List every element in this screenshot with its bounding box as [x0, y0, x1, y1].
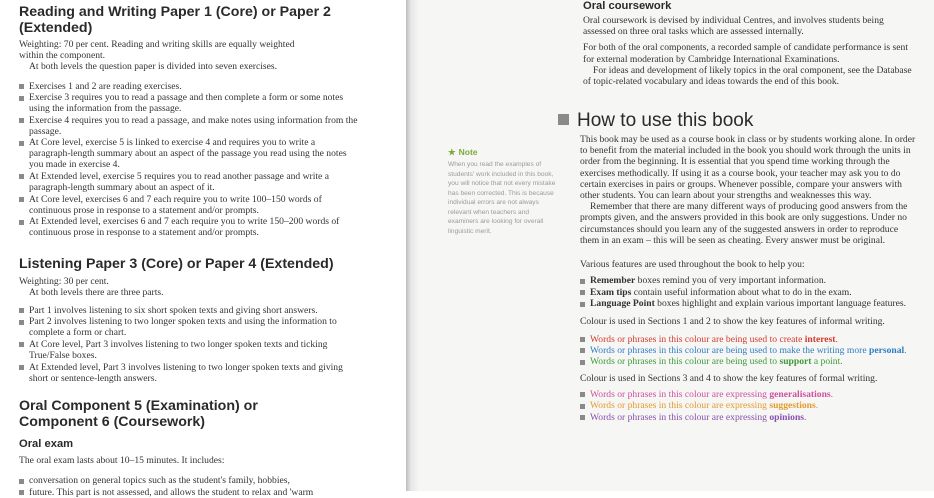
list-item: Words or phrases in this colour are expressing suggestions. — [580, 400, 918, 411]
reading-writing-section — [19, 5, 389, 239]
right-page — [418, 0, 934, 491]
paragraph: For ideas and development of likely topics in the oral component, see the Database of topic-related vocabulary and ideas towards the end of this book. — [583, 64, 912, 88]
book-gutter — [406, 0, 418, 491]
paragraph: Various features are used throughout the book to help you: — [580, 259, 805, 271]
list-item: Exercise 3 requires you to read a passage and then complete a form or some notes using the information from the passage. — [19, 92, 359, 114]
list-item: At Core level, Part 3 involves listening to two longer spoken texts and ticking True/False boxes. — [19, 339, 359, 361]
paragraph: Oral coursework is devised by individual Centres, and involves students being assessed on three oral tasks which are assessed internally. — [583, 15, 884, 38]
note-title: Note — [458, 147, 478, 157]
paragraph: Remember that there are many different ways of producing good answers from the prompts given, and the answers provided in this book are only suggestions. Under no circumstances should you learn any of the suggested answers in order to reproduce them in an exam – this will be seen as cheating. Every answer must be original. — [580, 201, 908, 246]
how-to-heading — [558, 110, 928, 132]
paragraph: Colour is used in Sections 1 and 2 to show the key features of informal writing. — [580, 316, 885, 328]
oral-exam-text: The oral exam lasts about 10–15 minutes. It includes: — [19, 455, 225, 466]
list-item: Remember boxes remind you of very important information. — [580, 275, 918, 286]
square-bullet-icon — [558, 114, 569, 125]
section-heading-reading-writing: Reading and Writing Paper 1 (Core) or Paper 2 — [19, 4, 331, 20]
section-heading-oral-cont: Component 6 (Coursework) — [19, 413, 206, 430]
page-heading-how-to: How to use this book — [577, 110, 754, 131]
paragraph: For both of the oral components, a recorded sample of candidate performance is sent for external moderation by Cambridge International Examinations. — [583, 42, 909, 65]
features-list — [580, 275, 918, 309]
list-item: Part 1 involves listening to six short spoken texts and giving short answers. — [19, 305, 359, 316]
paragraph: Colour is used in Sections 3 and 4 to show the key features of formal writing. — [580, 372, 878, 384]
list-item: At Extended level, Part 3 involves listening to two longer spoken texts and giving short or sentence-length answers. — [19, 362, 359, 384]
levels-text: At both levels there are three parts. — [29, 286, 164, 298]
weighting-text: Weighting: 70 per cent. Reading and writing skills are equally weighted — [19, 39, 295, 50]
list-item: At Extended level, exercise 5 requires you to read another passage and write a paragraph-length summary about an aspect of it. — [19, 171, 359, 193]
levels-text: At both levels the question paper is divided into seven exercises. — [29, 61, 278, 73]
list-item: Words or phrases in this colour are being used to make the writing more personal. — [580, 345, 918, 356]
formal-colour-list — [580, 389, 918, 423]
oral-section — [19, 399, 389, 498]
list-item: Exercise 4 requires you to read a passage, and make notes using information from the passage. — [19, 115, 359, 137]
reading-writing-list — [19, 81, 359, 239]
list-item: future. This part is not assessed, and allows the student to relax and 'warm — [19, 487, 359, 498]
note-body: When you read the examples of students' work included in this book, you will notice that not every mistake has been corrected. This is because individual errors are not always relevant when teachers and examiners are looking for overall linguistic merit. — [448, 161, 556, 235]
list-item: conversation on general topics such as the student's family, hobbies, — [19, 475, 359, 486]
list-item: Exercises 1 and 2 are reading exercises. — [19, 81, 359, 92]
list-item: Language Point boxes highlight and explain various important language features. — [580, 298, 918, 309]
subheading-oral-coursework: Oral coursework — [583, 0, 672, 12]
list-item: Words or phrases in this colour are being used to support a point. — [580, 356, 918, 367]
informal-colour-list — [580, 334, 918, 368]
list-item: Words or phrases in this colour are expressing opinions. — [580, 412, 918, 423]
weighting-text-cont: within the component. — [19, 50, 106, 62]
listening-list — [19, 305, 359, 384]
oral-list — [19, 475, 359, 498]
section-heading-reading-writing-cont: (Extended) — [19, 19, 93, 36]
star-icon: ★ — [448, 147, 456, 157]
list-item: Words or phrases in this colour are being used to create interest. — [580, 334, 918, 345]
list-item: At Core level, exercise 5 is linked to exercise 4 and requires you to write a paragraph-length summary about an aspect of the passage you read using the notes you made in exercise 4. — [19, 137, 359, 170]
list-item: At Extended level, exercises 6 and 7 each require you to write 150–200 words of continuous prose in response to a statement and/or prompts. — [19, 216, 359, 238]
paragraph: This book may be used as a course book in class or by students working alone. In order to benefit from the material included in the book you should work through the units in order from the beginning. It is essential that you spend time working through the exercises methodically. If using it as a course book, your teacher may ask you to do certain exercises in pairs or groups. Whenever possible, compare your answers with other students. You can learn about your strengths and weaknesses this way. — [580, 134, 916, 202]
oral-coursework-section — [583, 0, 918, 87]
section-heading-listening: Listening Paper 3 (Core) or Paper 4 (Extended) — [19, 256, 334, 272]
subheading-oral-exam: Oral exam — [19, 438, 74, 450]
left-page — [0, 0, 406, 498]
listening-section — [19, 257, 389, 384]
how-to-section — [580, 134, 918, 423]
list-item: Words or phrases in this colour are expressing generalisations. — [580, 389, 918, 400]
note-box — [448, 147, 558, 236]
list-item: Part 2 involves listening to two longer spoken texts and using the information to complete a form or chart. — [19, 316, 359, 338]
weighting-text: Weighting: 30 per cent. — [19, 275, 109, 287]
list-item: At Core level, exercises 6 and 7 each require you to write 100–150 words of continuous prose in response to a statement and/or prompts. — [19, 194, 359, 216]
list-item: Exam tips contain useful information about what to do in the exam. — [580, 287, 918, 298]
section-heading-oral: Oral Component 5 (Examination) or — [19, 398, 258, 414]
